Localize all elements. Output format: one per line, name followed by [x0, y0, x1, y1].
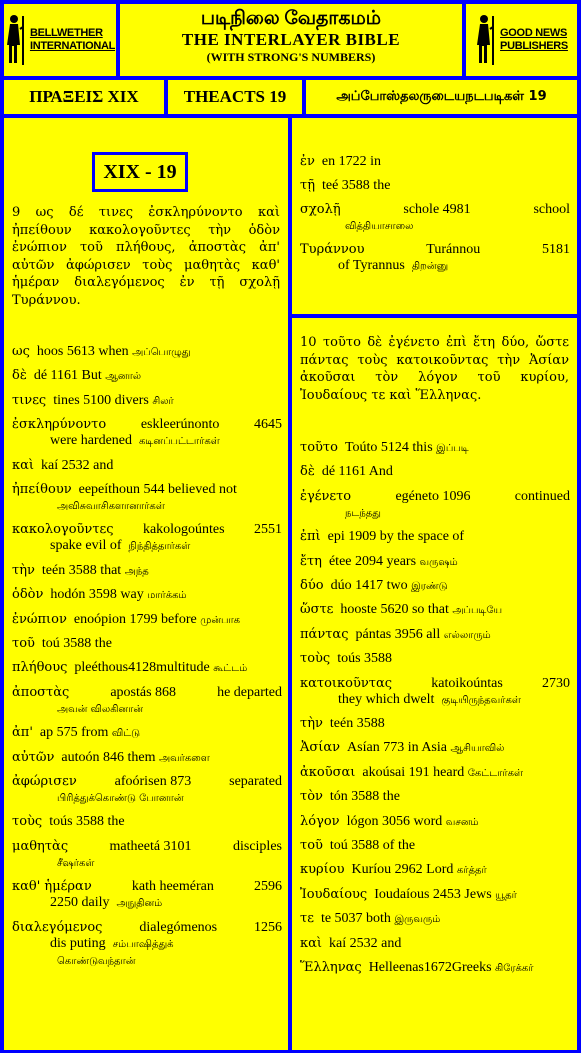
word-entry [300, 936, 570, 952]
transliteration: akoúsai 191 heard [362, 764, 465, 780]
tamil-gloss: அவர்களை [159, 752, 210, 764]
word-entry [12, 636, 282, 652]
greek-word: ἐν [300, 154, 315, 169]
greek-word: ἐπὶ [300, 529, 321, 545]
header-greek: ΠΡΑΞΕΙΣ XIX [4, 80, 164, 114]
transliteration: dialegómenos [139, 919, 218, 935]
header-english: THEACTS 19 [168, 80, 302, 114]
greek-word: τοῦ [300, 838, 323, 853]
english-gloss: 2551 [254, 522, 282, 538]
word-entry [12, 612, 282, 629]
transliteration: eepeíthoun 544 believed not [78, 482, 237, 497]
tamil-gloss: கேட்டார்கள் [467, 767, 524, 779]
transliteration: Kuríou 2962 Lord [351, 862, 454, 878]
greek-word: κατοικοῦντας [300, 675, 393, 691]
word-entry [300, 862, 570, 879]
english-gloss: he departed [217, 684, 282, 700]
tamil-gloss: ஆசியாவில் [450, 743, 505, 755]
transliteration: dé 1161 And [321, 464, 393, 480]
transliteration: Toúto 5124 this [344, 440, 433, 455]
english-gloss: 2730 [541, 675, 570, 691]
word-entry [12, 458, 282, 474]
header-tamil: அப்போஸ்தலருடையநடபடிகள் 19 [306, 80, 577, 114]
transliteration: tines 5100 divers [53, 392, 149, 408]
greek-word: δὲ [12, 368, 27, 384]
transliteration: teén 3588 [329, 716, 385, 731]
tamil-gloss: திறன்னு [411, 261, 449, 272]
word-entry [300, 814, 570, 831]
english-gloss: they which dwelt [338, 691, 435, 707]
transliteration: autoón 846 them [61, 749, 156, 765]
transliteration: ap 575 from [39, 725, 109, 741]
transliteration: matheetá 3101 [109, 838, 192, 854]
greek-word: τὸν [300, 789, 323, 805]
title-subtitle: (WITH STRONG'S NUMBERS) [206, 50, 376, 64]
title-tamil: படிநிலை வேதாகமம் [200, 8, 382, 29]
page-title [120, 4, 462, 76]
word-entry [300, 489, 570, 522]
greek-word: Ἕλληνας [300, 960, 362, 975]
greek-word: αὐτῶν [12, 749, 55, 765]
english-gloss: spake evil of [50, 538, 122, 554]
word-entry [300, 740, 570, 757]
word-entry [12, 393, 282, 410]
greek-word: τοῦ [12, 636, 35, 651]
word-entry [12, 879, 282, 912]
greek-word: δὲ [300, 464, 315, 480]
greek-word: καὶ [12, 457, 35, 473]
right-top-panel [292, 118, 577, 314]
transliteration: eskleerúnonto [140, 417, 220, 433]
word-entry [300, 651, 570, 667]
word-entry [300, 676, 570, 709]
tamil-gloss: அவன் விலகினான் [57, 703, 144, 715]
greek-word: ἐνώπιον [12, 611, 67, 627]
right-bottom-panel [292, 318, 577, 1050]
tamil-gloss: கொண்டுவந்தான் [57, 955, 136, 967]
tamil-gloss: வித்தியாசாலை [345, 221, 414, 232]
transliteration: dúo 1417 two [330, 578, 408, 593]
word-entry [12, 563, 282, 580]
greek-word: διαλεγόμενος [12, 919, 103, 935]
greek-word: τοὺς [12, 814, 43, 830]
word-entry [300, 838, 570, 854]
word-entry [12, 368, 282, 385]
word-entry [300, 960, 570, 977]
greek-word: κακολογοῦντες [12, 522, 114, 538]
man-with-staff-icon [475, 13, 497, 67]
transliteration: toú 3588 the [41, 636, 112, 651]
word-entry [300, 440, 570, 457]
tamil-gloss: கிரேக்கர் [495, 963, 534, 974]
word-entry [300, 765, 570, 782]
transliteration: pleéthous4128multitude [74, 660, 210, 676]
greek-word: ἀποστὰς [12, 684, 70, 700]
english-gloss: separated [229, 774, 282, 789]
word-entry [12, 482, 282, 515]
tamil-gloss: மார்க்கம் [147, 590, 187, 602]
transliteration: apostás 868 [110, 684, 177, 700]
english-gloss: school [533, 202, 570, 217]
greek-word: τοὺς [300, 651, 331, 667]
transliteration: pántas 3956 all [355, 626, 441, 642]
transliteration: Ioudaíous 2453 Jews [374, 886, 492, 902]
greek-word: τῇ [300, 178, 315, 193]
english-gloss: 5181 [542, 242, 570, 257]
tamil-gloss: கூட்டம் [213, 663, 248, 675]
transliteration: afoórisen 873 [114, 774, 192, 789]
transliteration: lógon 3056 word [346, 813, 443, 829]
transliteration: katoikoúntas [431, 675, 503, 691]
transliteration: kakologoúntes [142, 522, 225, 538]
transliteration: kaí 2532 and [41, 457, 114, 473]
good-news-logo-text: GOOD NEWS PUBLISHERS [500, 27, 568, 52]
transliteration: enoópion 1799 before [73, 611, 197, 627]
transliteration: Helleenas1672Greeks [368, 960, 492, 975]
transliteration: epi 1909 by the space of [327, 529, 465, 545]
greek-word: ἔτη [300, 553, 322, 569]
greek-word: τε [300, 911, 314, 927]
chapter-label: XIX - 19 [92, 152, 188, 192]
verse-9: 9 ως δέ τινες ἐσκληρύνοντο καὶ ἠπείθουν κακολογοῦντες τὴν ὁδὸν ἐνώπιον τοῦ πλήθους, ἀποστὰς ἀπ' αὐτῶν ἀφώρισεν τοὺς μαθητὰς καθ' ἡμέραν διαλεγόμενος ἐν τῇ σχολῇ Τυράννου. [12, 205, 280, 308]
tamil-gloss: சம்பாஷித்துக் [112, 938, 174, 950]
word-entry [300, 602, 570, 619]
greek-word: τὴν [12, 562, 35, 578]
transliteration: kaí 2532 and [329, 935, 402, 951]
english-gloss: of Tyrannus [338, 258, 405, 273]
greek-word: καθ' ἡμέραν [12, 879, 92, 895]
greek-word: δύο [300, 578, 324, 593]
greek-word: ἀπ' [12, 725, 33, 741]
tamil-gloss: கடினப்பட்டார்கள் [139, 436, 220, 448]
word-entry [12, 750, 282, 767]
word-entry [300, 242, 570, 275]
word-entry [300, 154, 570, 170]
greek-word: τοῦτο [300, 440, 338, 455]
title-english: THE INTERLAYER BIBLE [181, 30, 401, 49]
transliteration: hoos 5613 when [36, 344, 129, 359]
transliteration: schole 4981 [403, 202, 471, 217]
tamil-gloss: பிரித்துக்கொண்டு போனான் [57, 793, 184, 804]
word-entry [12, 660, 282, 677]
greek-word: κυρίου [300, 862, 345, 878]
tamil-gloss: எல்லாரும் [443, 629, 491, 641]
tamil-gloss: வருஷம் [419, 556, 458, 568]
left-panel [4, 118, 288, 1050]
transliteration: egéneto 1096 [395, 488, 471, 504]
tamil-gloss: அப்பொழுது [132, 347, 191, 358]
transliteration: hooste 5620 so that [340, 602, 449, 618]
word-entry [300, 554, 570, 571]
english-gloss: disciples [232, 838, 282, 854]
english-gloss: 1256 [253, 919, 282, 935]
transliteration: hodón 3598 way [50, 587, 144, 603]
transliteration: Turánnou [426, 242, 481, 257]
english-gloss: were hardened [50, 433, 133, 449]
greek-word: πλήθους [12, 660, 68, 676]
word-entry [300, 578, 570, 595]
transliteration: kath heeméran [131, 879, 214, 895]
tamil-gloss: அநுதினம் [116, 898, 163, 910]
transliteration: dé 1161 But [33, 368, 102, 384]
transliteration: te 5037 both [320, 911, 391, 927]
greek-word: καὶ [300, 935, 323, 951]
transliteration: teén 3588 that [41, 562, 122, 578]
tamil-gloss: குடியிருந்தவர்கள் [441, 694, 521, 706]
tamil-gloss: நிந்தித்தார்கள் [128, 541, 191, 553]
greek-word: μαθητὰς [12, 838, 69, 854]
word-entry [300, 529, 570, 545]
english-gloss: continued [514, 488, 570, 504]
transliteration: toús 3588 the [49, 814, 125, 830]
word-entry [300, 789, 570, 805]
english-gloss: 4645 [253, 417, 282, 433]
tamil-gloss: இரண்டு [411, 581, 448, 592]
tamil-gloss: ஆனால் [105, 371, 142, 383]
transliteration: teé 3588 the [321, 178, 391, 193]
tamil-gloss: யூதர் [495, 889, 517, 901]
word-entry [12, 814, 282, 830]
word-entry [12, 522, 282, 555]
tamil-gloss: கர்த்தர் [456, 865, 487, 877]
word-entry [12, 685, 282, 718]
word-entry [12, 774, 282, 807]
tamil-gloss: நடந்தது [345, 507, 381, 519]
tamil-gloss: சிலர் [152, 395, 174, 407]
tamil-gloss: அவிசுவாசிகளானார்கள் [57, 501, 165, 512]
word-entry [12, 920, 282, 970]
bellwether-logo-text: BELLWETHER INTERNATIONAL [29, 27, 116, 52]
greek-word: ἀκοῦσαι [300, 764, 356, 780]
transliteration: toús 3588 [337, 651, 393, 667]
word-entry [12, 344, 282, 361]
greek-word: ἀφώρισεν [12, 774, 77, 789]
bellwether-logo [4, 4, 116, 76]
tamil-gloss: முன்பாக [200, 614, 241, 626]
transliteration: étee 2094 years [328, 553, 417, 569]
greek-word: ἠπείθουν [12, 482, 72, 497]
word-entry [300, 202, 570, 235]
word-entry [12, 587, 282, 604]
tamil-gloss: வசனம் [445, 816, 479, 828]
tamil-gloss: அப்படியே [452, 605, 503, 617]
transliteration: en 1722 in [321, 154, 381, 169]
transliteration: tón 3588 the [329, 789, 400, 805]
verse-10: 10 τοῦτο δὲ ἐγένετο ἐπὶ ἔτη δύο, ὥστε πάντας τοὺς κατοικοῦντας τὴν Ἀσίαν ἀκοῦσαι τὸν λόγον τοῦ κυρίου, Ἰουδαίους τε καὶ Ἕλληνας. [300, 335, 569, 403]
tamil-gloss: அந்த [124, 565, 149, 577]
greek-word: Ἀσίαν [300, 740, 341, 756]
greek-word: ὥστε [300, 602, 334, 618]
word-entry [300, 178, 570, 194]
english-gloss: dis puting [50, 935, 106, 951]
greek-word: ὁδὸν [12, 587, 44, 603]
greek-word: ως [12, 344, 30, 359]
word-entry [12, 839, 282, 872]
greek-word: ἐσκληρύνοντο [12, 417, 107, 433]
word-entry [300, 716, 570, 732]
english-gloss: 2250 daily [50, 895, 110, 911]
transliteration: toú 3588 of the [329, 838, 416, 853]
english-gloss: 2596 [254, 879, 282, 895]
word-entry [300, 627, 570, 644]
tamil-gloss: விட்டு [111, 728, 141, 740]
tamil-gloss: இப்படி [436, 443, 469, 454]
word-entry [12, 725, 282, 742]
greek-word: τὴν [300, 716, 323, 731]
greek-word: λόγον [300, 813, 340, 829]
good-news-logo [466, 4, 577, 76]
greek-word: τινες [12, 392, 47, 408]
greek-word: Ἰουδαίους [300, 886, 368, 902]
greek-word: πάντας [300, 626, 349, 642]
word-entry [300, 911, 570, 928]
greek-word: ἐγένετο [300, 488, 352, 504]
word-entry [300, 464, 570, 480]
greek-word: σχολῇ [300, 202, 341, 217]
tamil-gloss: சீஷர்கள் [57, 857, 95, 869]
word-entry [12, 417, 282, 450]
greek-word: Τυράννου [300, 242, 365, 257]
word-entry [300, 887, 570, 904]
man-with-staff-icon [5, 13, 27, 67]
tamil-gloss: இருவரும் [394, 914, 441, 926]
transliteration: Asían 773 in Asia [347, 740, 447, 756]
